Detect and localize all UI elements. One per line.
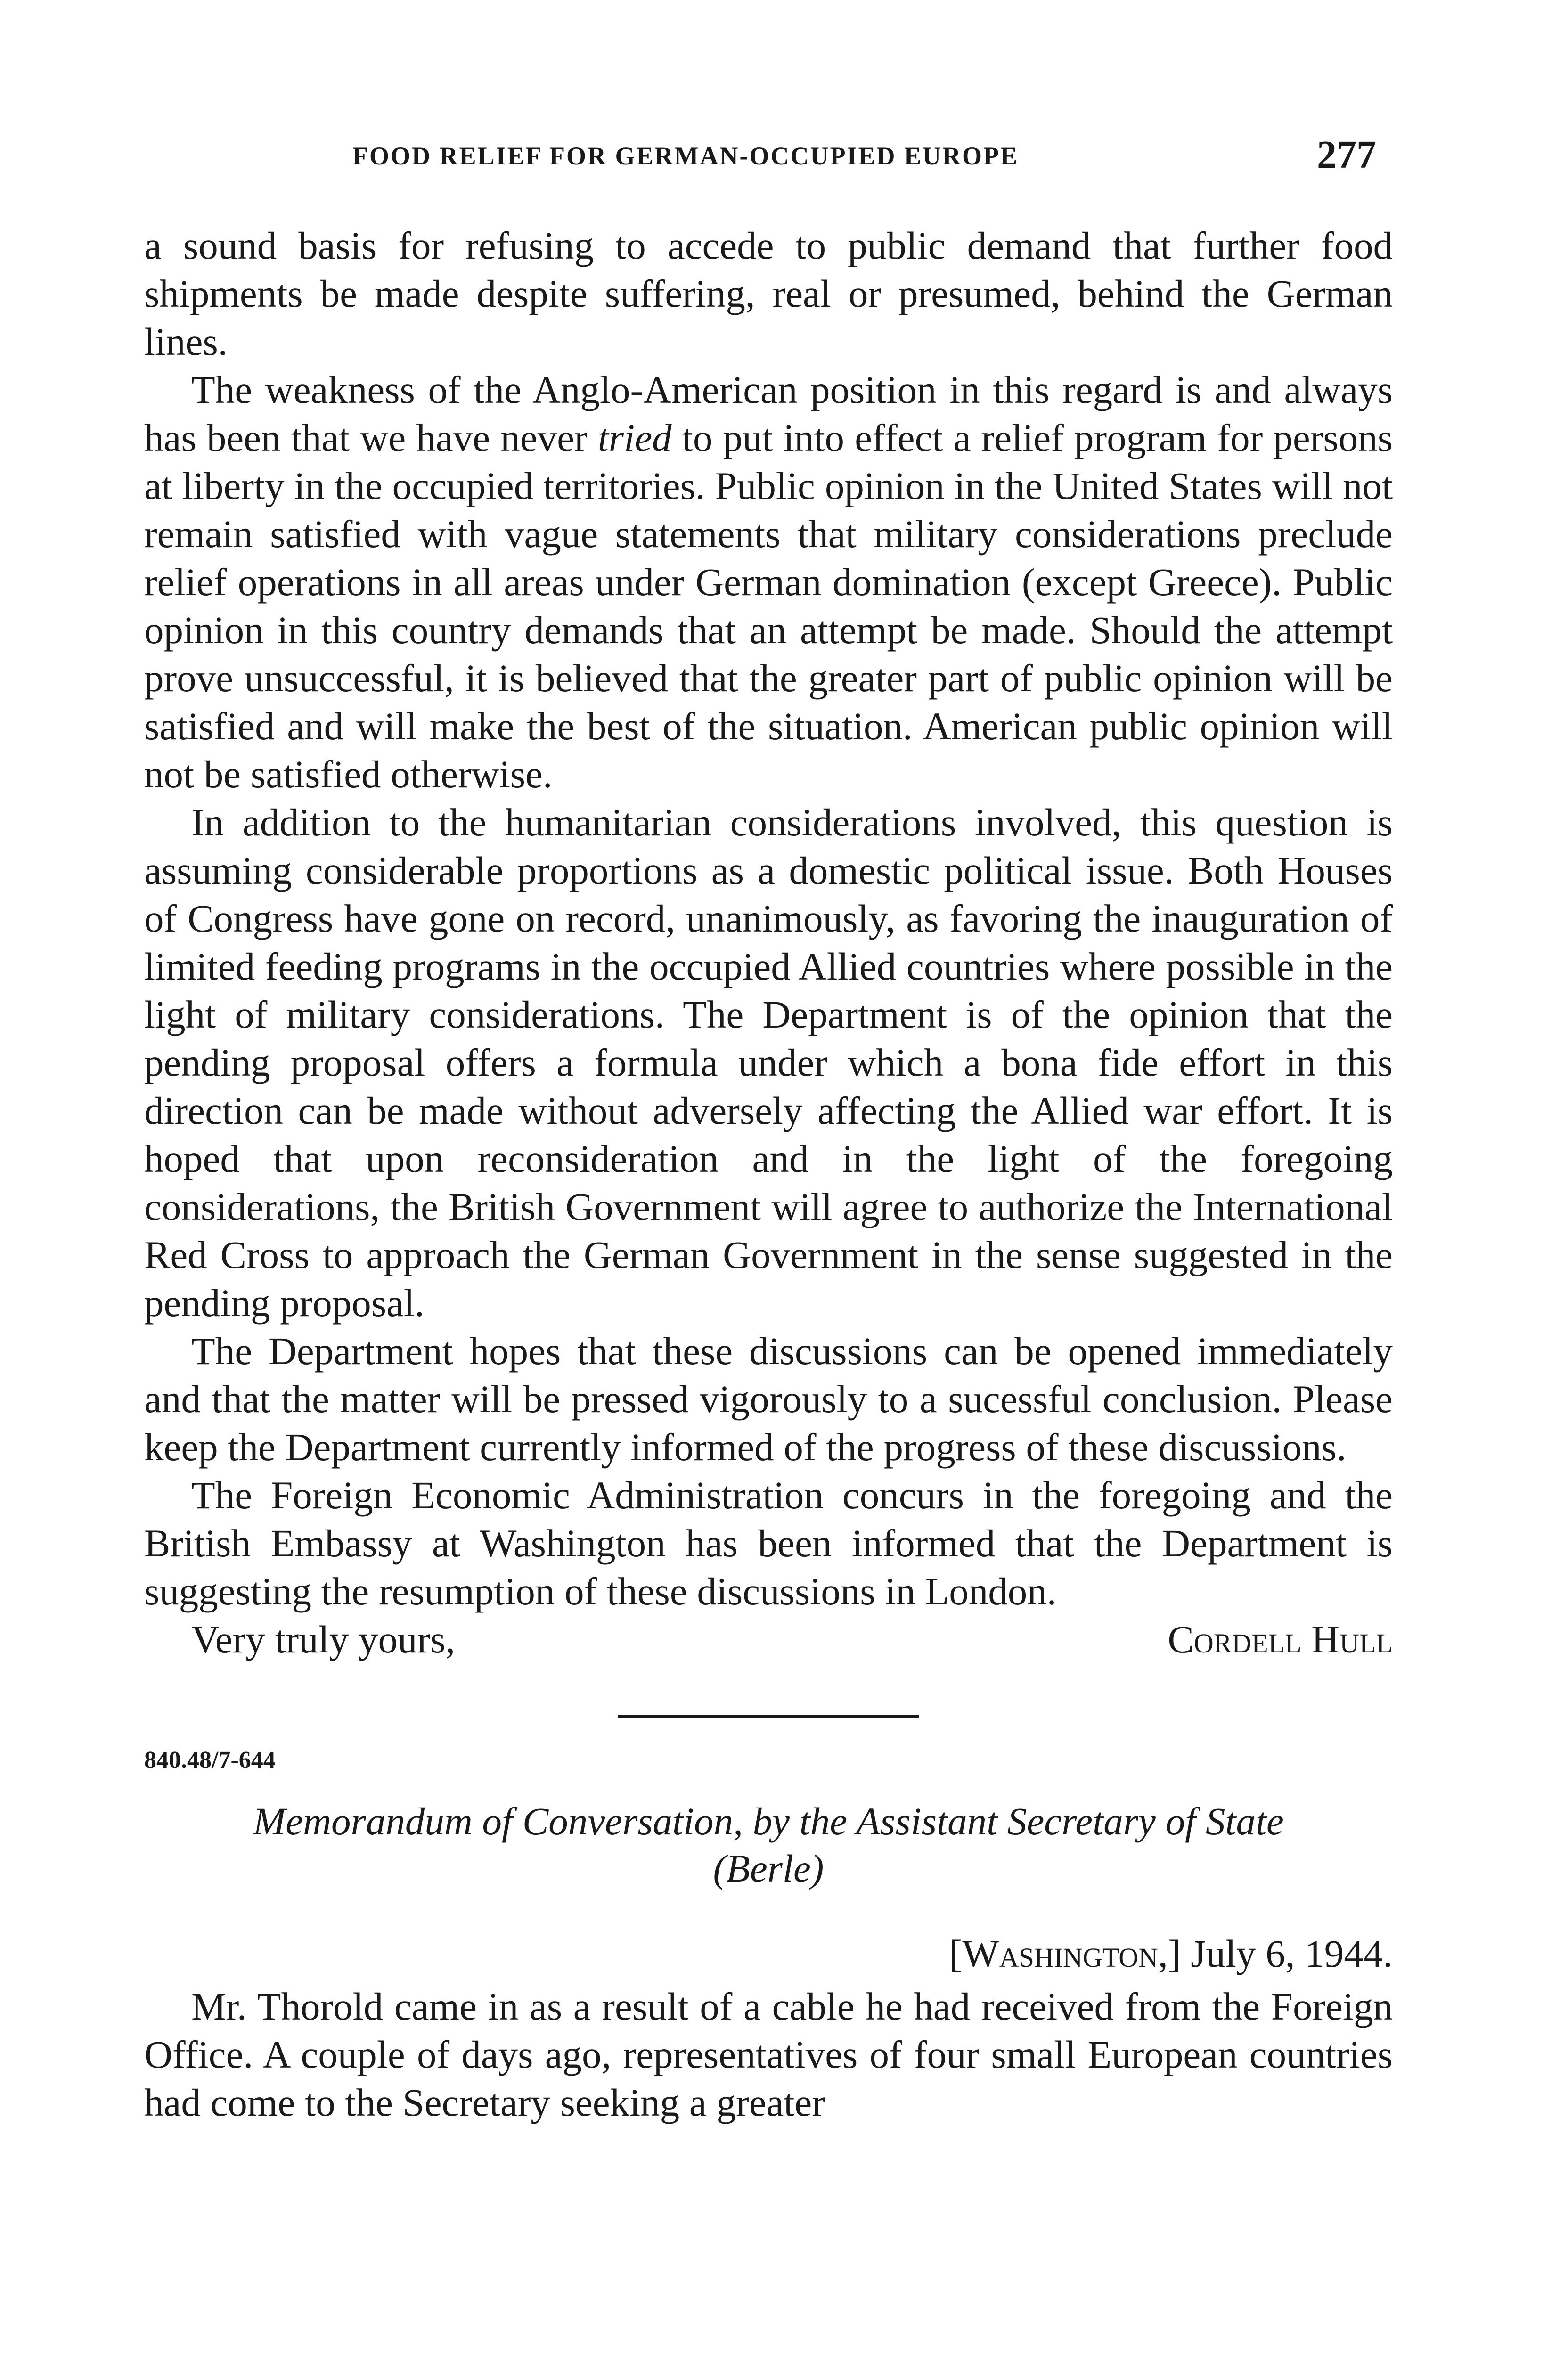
- file-number: 840.48/7-644: [144, 1747, 276, 1774]
- paragraph-1: a sound basis for refusing to accede to public demand that further food shipments be made despite suffering, real or presumed, behind the German lines.: [144, 224, 1393, 363]
- paragraph-2: [144, 366, 1393, 798]
- closing-line: [144, 1615, 1393, 1663]
- memo-paragraph-1: Mr. Thorold came in as a result of a cable he had received from the Foreign Office. A couple of days ago, representatives of four small European countries had come to the Secretary seeking a greater: [144, 1985, 1393, 2124]
- paragraph-2-text-b: to put into effect a relief program for persons at liberty in the occupied territories.: [144, 416, 1393, 507]
- running-head: FOOD RELIEF FOR GERMAN-OCCUPIED EUROPE: [352, 142, 1019, 170]
- memo-title-line-2: (Berle): [713, 1847, 824, 1890]
- dateline-date: July 6, 1944.: [1191, 1932, 1393, 1975]
- document-body: [144, 221, 1393, 2127]
- paragraph-5: The Foreign Economic Administration concurs in the foregoing and the British Embassy at Washington has been informed that the Department is suggesting the resumption of these discussions in London.: [144, 1473, 1393, 1613]
- section-divider: [618, 1715, 919, 1718]
- paragraph-4: The Department hopes that these discussions can be opened immediately and that the matter will be pressed vigorously to a sucessful conclusion. Please keep the Department currently informed of the progress of these discussions.: [144, 1329, 1393, 1469]
- page-number: 277: [1317, 133, 1376, 177]
- dateline: [144, 1930, 1393, 1978]
- emphasis-tried: tried: [597, 416, 672, 459]
- paragraph-2-text-a: The weakness of the Anglo-American position in this regard is and always has been that we have never: [144, 368, 1393, 459]
- complimentary-close: Very truly yours,: [191, 1618, 456, 1661]
- paragraph-2-text-c: Public opinion in the United States will not remain satisfied with vague statements that military considerations preclude relief operations in all areas under German domination (except Greece). Public opinion in this country demands that an attempt be made. Should the attempt prove unsuccessful, it is believed that the greater part of public opinion will be satisfied and will make the best of the situation. American public opinion will not be satisfied otherwise.: [144, 464, 1393, 796]
- memo-title-line-1: Memorandum of Conversation, by the Assistant Secretary of State: [253, 1800, 1284, 1843]
- dateline-place: [Washington,]: [949, 1932, 1181, 1975]
- signature: Cordell Hull: [1168, 1618, 1393, 1661]
- paragraph-3: In addition to the humanitarian considerations involved, this question is assuming considerable proportions as a domestic political issue. Both Houses of Congress have gone on record, unanimously, as favoring the inauguration of limited feeding programs in the occupied Allied countries where possible in the light of military considerations. The Department is of the opinion that the pending proposal offers a formula under which a bona fide effort in this direction can be made without adversely affecting the Allied war effort. It is hoped that upon reconsideration and in the light of the foregoing considerations, the British Government will agree to authorize the International Red Cross to approach the German Government in the sense suggested in the pending proposal.: [144, 801, 1393, 1325]
